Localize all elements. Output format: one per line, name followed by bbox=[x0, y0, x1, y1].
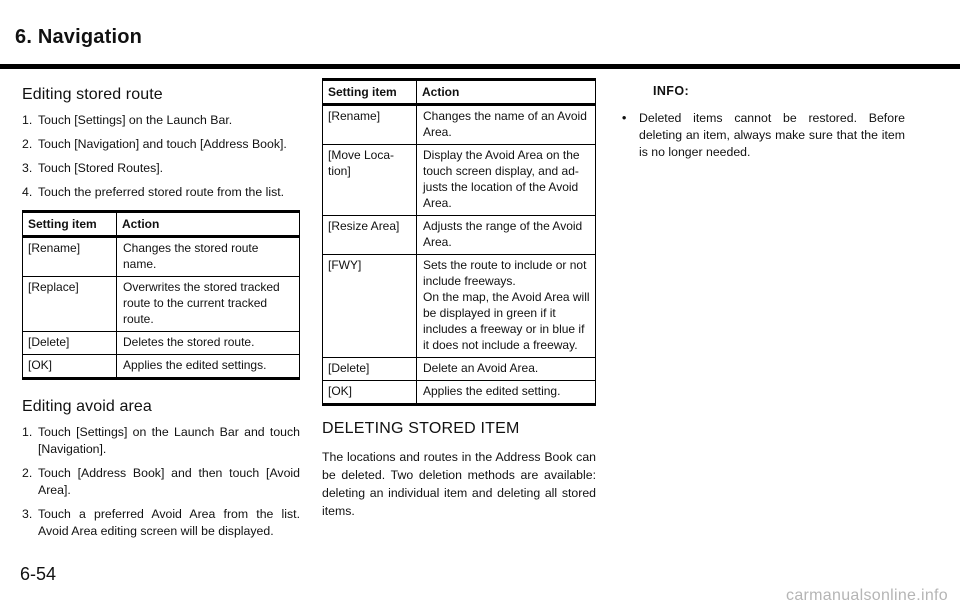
table-row bbox=[323, 145, 596, 216]
column-header-setting-item: Setting item bbox=[23, 212, 117, 237]
step-number: 1. bbox=[22, 113, 33, 127]
section-heading-editing-avoid-area: Editing avoid area bbox=[22, 398, 152, 415]
table-cell-action: Display the Avoid Area on the touch screen display, and ad-justs the location of the Avoid Area. bbox=[417, 145, 596, 216]
step-item bbox=[22, 184, 300, 201]
table-cell-setting: [Rename] bbox=[323, 105, 417, 145]
deleting-paragraph: The locations and routes in the Address Book can be deleted. Two deletion methods are available: deleting an individual item and deleting all stored items. bbox=[322, 450, 596, 518]
column-right bbox=[615, 78, 905, 161]
steps-editing-stored-route bbox=[22, 112, 300, 201]
page-number: 6-54 bbox=[20, 564, 57, 584]
table-cell-setting: [Move Loca-tion] bbox=[323, 145, 417, 216]
step-text: Touch [Stored Routes]. bbox=[38, 161, 164, 175]
column-header-setting-item: Setting item bbox=[323, 80, 417, 105]
table-cell-action: Delete an Avoid Area. bbox=[417, 358, 596, 381]
step-text: Touch [Settings] on the Launch Bar and touch [Navigation]. bbox=[38, 425, 300, 456]
column-middle bbox=[322, 78, 596, 520]
info-bullet-text: Deleted items cannot be restored. Before deleting an item, always make sure that the item is no longer needed. bbox=[639, 111, 905, 159]
table-cell-action: Changes the stored route name. bbox=[117, 237, 300, 277]
step-number: 3. bbox=[22, 507, 33, 521]
table-cell-setting: [Rename] bbox=[23, 237, 117, 277]
info-heading: INFO: bbox=[653, 84, 690, 98]
steps-editing-avoid-area bbox=[22, 424, 300, 540]
info-bullet bbox=[615, 110, 905, 161]
table-row bbox=[323, 216, 596, 255]
page-title: 6. Navigation bbox=[15, 26, 143, 48]
step-number: 3. bbox=[22, 161, 33, 175]
table-header-row bbox=[23, 212, 300, 237]
table-row bbox=[323, 255, 596, 358]
step-item bbox=[22, 506, 300, 540]
step-number: 1. bbox=[22, 425, 33, 439]
step-item bbox=[22, 136, 300, 153]
table-row bbox=[23, 332, 300, 355]
table-cell-action: Applies the edited settings. bbox=[117, 355, 300, 379]
step-text: Touch [Navigation] and touch [Address Book]. bbox=[38, 137, 287, 151]
table-header-row bbox=[323, 80, 596, 105]
section-heading-deleting-stored-item: DELETING STORED ITEM bbox=[322, 420, 520, 437]
watermark: carmanualsonline.info bbox=[786, 587, 948, 604]
table-cell-action: Deletes the stored route. bbox=[117, 332, 300, 355]
column-header-action: Action bbox=[117, 212, 300, 237]
table-row bbox=[323, 358, 596, 381]
table-cell-setting: [FWY] bbox=[323, 255, 417, 358]
table-cell-setting: [Delete] bbox=[323, 358, 417, 381]
step-number: 4. bbox=[22, 185, 33, 199]
table-cell-setting: [OK] bbox=[323, 381, 417, 405]
step-number: 2. bbox=[22, 137, 33, 151]
table-row bbox=[323, 381, 596, 405]
step-text: Touch the preferred stored route from the list. bbox=[38, 185, 285, 199]
step-item bbox=[22, 112, 300, 129]
table-cell-setting: [OK] bbox=[23, 355, 117, 379]
table-cell-setting: [Replace] bbox=[23, 277, 117, 332]
table-row bbox=[23, 355, 300, 379]
step-text: Touch [Address Book] and then touch [Avoid Area]. bbox=[38, 466, 300, 497]
column-header-action: Action bbox=[417, 80, 596, 105]
step-item bbox=[22, 424, 300, 458]
table-cell-action: Overwrites the stored tracked route to the current tracked route. bbox=[117, 277, 300, 332]
step-number: 2. bbox=[22, 466, 33, 480]
action-line: On the map, the Avoid Area will be displayed in green if it includes a freeway or in blue if it does not include a freeway. bbox=[423, 290, 590, 352]
column-left bbox=[22, 78, 300, 547]
table-row bbox=[23, 277, 300, 332]
table-cell-action: Adjusts the range of the Avoid Area. bbox=[417, 216, 596, 255]
header-divider bbox=[0, 64, 960, 69]
table-cell-action: Changes the name of an Avoid Area. bbox=[417, 105, 596, 145]
avoid-area-settings-table bbox=[322, 78, 596, 406]
table-cell-setting: [Delete] bbox=[23, 332, 117, 355]
action-line: Sets the route to include or not include freeways. bbox=[423, 258, 587, 288]
section-heading-editing-stored-route: Editing stored route bbox=[22, 86, 163, 103]
step-item bbox=[22, 160, 300, 177]
bullet-dot-icon: • bbox=[622, 111, 627, 125]
table-row bbox=[323, 105, 596, 145]
step-item bbox=[22, 465, 300, 499]
step-text: Touch a preferred Avoid Area from the list. Avoid Area editing screen will be displayed. bbox=[38, 507, 300, 538]
table-cell-setting: [Resize Area] bbox=[323, 216, 417, 255]
table-cell-action: Applies the edited setting. bbox=[417, 381, 596, 405]
table-cell-action bbox=[417, 255, 596, 358]
table-row bbox=[23, 237, 300, 277]
stored-route-settings-table bbox=[22, 210, 300, 380]
step-text: Touch [Settings] on the Launch Bar. bbox=[38, 113, 233, 127]
